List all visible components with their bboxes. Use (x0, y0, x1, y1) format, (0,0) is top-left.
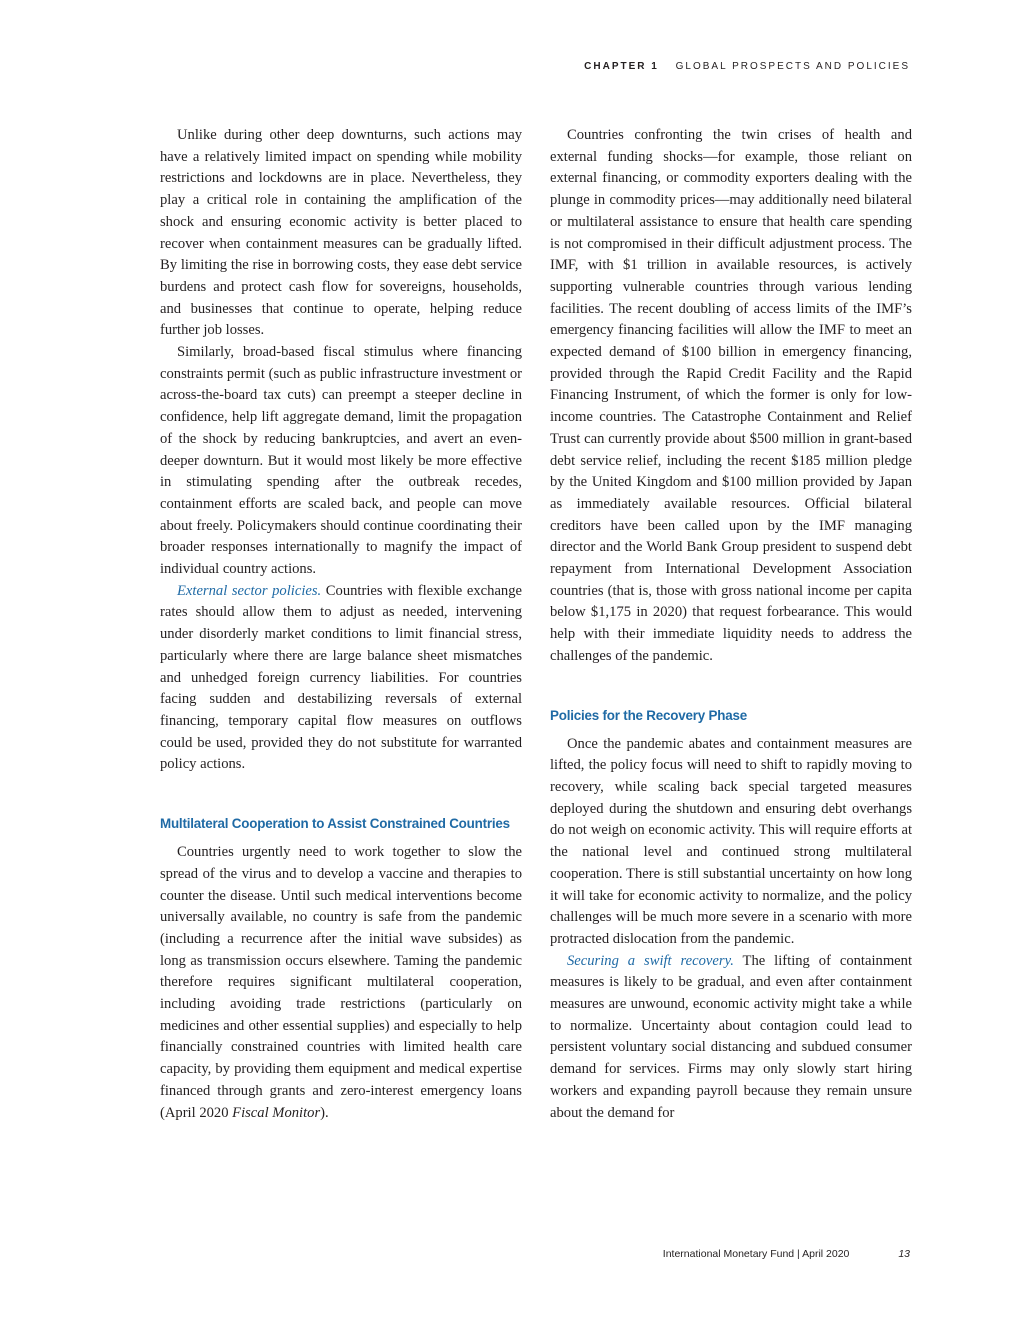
page-footer (663, 1248, 910, 1260)
paragraph-body: Countries urgently need to work together to slow the spread of the virus and to develop a vaccine and therapies to counter the disease. Until such medical interventions become universally available, no country is safe from the pandemic (including a recurrence after the initial wave subsides) as long as transmission occurs elsewhere. Taming the pandemic therefore requires significant multilateral cooperation, including avoiding trade restrictions (particularly on medicines and other essential supplies) and especially to help financially constrained countries with limited health care capacity, by providing them equipment and medical expertise financed through grants and zero-interest emergency loans (April 2020 (160, 844, 522, 1121)
paragraph (160, 581, 522, 776)
paragraph-body: Countries with flexible exchange rates should allow them to adjust as needed, intervening under disorderly market conditions to limit financial stress, particularly where there are large balance sheet mismatches and unhedged foreign currency liabilities. For countries facing sudden and destabilizing reversals of external financing, temporary capital flow measures on outflows could be used, provided they do not substitute for warranted policy actions. (160, 582, 522, 773)
paragraph-body: The lifting of containment measures is likely to be gradual, and even after containment measures are unwound, economic activity might take a while to normalize. Uncertainty about contagion could lead to persistent voluntary social distancing and subdued consumer demand for services. Firms may only slowly start hiring workers and expanding payroll because they remain unsure about the demand for (550, 952, 912, 1121)
running-head (584, 61, 910, 72)
paragraph-end: ). (320, 1104, 329, 1121)
section-heading: Multilateral Cooperation to Assist Constrained Countries (160, 816, 510, 832)
paragraph: Countries confronting the twin crises of health and external funding shocks—for example, those reliant on external financing, or commodity exporters dealing with the plunge in commodity prices—may additionally need bilateral or multilateral assistance to ensure that health care spending is not compromised in their difficult adjustment process. The IMF, with $1 trillion in available resources, is actively supporting vulnerable countries through various lending facilities. The recent doubling of access limits of the IMF’s emergency financing facilities will allow the IMF to meet an expected demand of $100 billion in emergency financing, provided through the Rapid Credit Facility and the Rapid Financing Instrument, of which the former is only for low-income countries. The Catastrophe Containment and Relief Trust can currently provide about $500 million in grant-based debt service relief, including the recent $185 million pledge by the United Kingdom and $100 million provided by Japan as immediately available resources. Official bilateral creditors have been called upon by the IMF managing director and the World Bank Group president to suspend debt repayment from International Development Association countries (that is, those with gross national income per capita below $1,175 in 2020) that request forbearance. This would help with their immediate liquidity needs to address the challenges of the pandemic. (550, 127, 912, 664)
right-column (550, 125, 912, 1124)
paragraph-lead-in: Securing a swift recovery. (567, 952, 734, 969)
left-column (160, 125, 522, 1124)
paragraph-lead-in: External sector policies. (177, 582, 322, 599)
page-number: 13 (898, 1248, 910, 1260)
paragraph (160, 842, 522, 1124)
chapter-label: CHAPTER 1 (584, 61, 659, 72)
paragraph: Once the pandemic abates and containment measures are lifted, the policy focus will need to shift to rapidly moving to recovery, while scaling back special targeted measures deployed during the shutdown and ensuring debt overhangs do not weigh on economic activity. This will require efforts at the national level and continued strong multilateral cooperation. There is still substantial uncertainty on how long it will take for economic activity to normalize, and the policy challenges will be much more severe in a scenario with more protracted dislocation from the pandemic. (550, 735, 912, 947)
paragraph: Unlike during other deep downturns, such actions may have a relatively limited impact on spending while mobility restrictions and lockdowns are in place. Nevertheless, they play a critical role in containing the amplification of the shock and ensuring economic activity is better placed to recover when containment measures can be gradually lifted. By limiting the rise in borrowing costs, they ease debt service burdens and protect cash flow for sovereigns, households, and businesses that continue to operate, helping reduce further job losses. (160, 127, 522, 339)
publication-title: Fiscal Monitor (232, 1104, 321, 1121)
section-heading: Policies for the Recovery Phase (550, 707, 747, 723)
paragraph: Similarly, broad-based fiscal stimulus where financing constraints permit (such as public infrastructure investment or across-the-board tax cuts) can preempt a steeper decline in confidence, help lift aggregate demand, limit the propagation of the shock by reducing bankruptcies, and avert an even-deeper downturn. But it would most likely be more effective in stimulating spending after the outbreak recedes, containment efforts are scaled back, and people can move about freely. Policymakers should continue coordinating their broader responses internationally to magnify the impact of individual country actions. (160, 344, 522, 578)
paragraph (550, 951, 912, 1125)
chapter-title: GLOBAL PROSPECTS AND POLICIES (675, 61, 910, 72)
publisher-line: International Monetary Fund | April 2020 (662, 1248, 850, 1260)
